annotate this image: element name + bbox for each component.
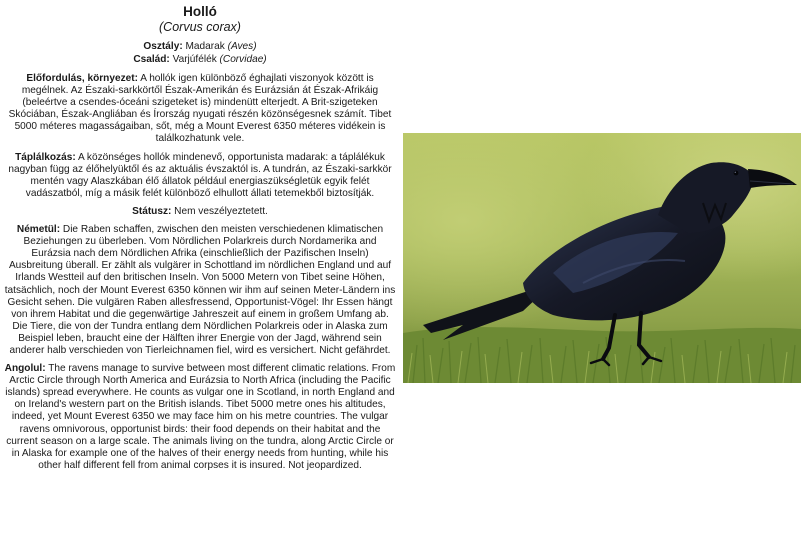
family-latin: (Corvidae)	[219, 53, 267, 65]
english-text: The ravens manage to survive between most different climatic relations. From Arctic Circle through North America and Eurázsia to North Africa (including the Pacific islands) spread everywhere. He counts as vulgar one in Scotland, in north England and on Ireland's western part on the British islands. Tibet 5000 metre ones his altitudes, indeed, yet Mount Everest 6350 we may face him on his metre countries. The vulgar ravens omnivorous, opportunist birds: their food depends on their habitat and the current season on a large scale. The animals living on the tundra, along Arctic Circle or in Alaska for example one of the halves of their energy needs from hunting, while his other half different fell from animal corpses it is insured. Not jeopardized.	[5, 363, 396, 471]
family-value: Varjúfélék	[169, 53, 220, 65]
species-description	[4, 4, 396, 478]
status-label: Státusz:	[132, 205, 172, 217]
diet-label: Táplálkozás:	[15, 151, 76, 163]
diet-paragraph	[4, 152, 396, 200]
diet-text: A közönséges hollók mindenevő, opportunista madarak: a táplálékuk nagyban függ az élőhelyüktől és az aktuális évszaktól is. A tundrán, az Északi-sarkkör mentén vagy Alaszkában élő állatok például energiaszükségletük egyik felét vadászatból, míg a másik felét különböző elhullott állati tetemekből biztosítják.	[8, 151, 392, 199]
occurrence-text: A hollók igen különböző éghajlati viszonyok között is megélnek. Az Északi-sarkkörtől Észak-Amerikán és Eurázsián át Észak-Afrikáig (beleértve a csendes-óceáni szigeteket is) mindenütt elterjedt. A Brit-szigeteken Skóciában, Észak-Angliában és Írország nyugati részén közönségesnek számít. Tibet 5000 méteres magasságaiban, sőt, még a Mount Everest 6350 méteres vidékein is találkozhatunk vele.	[8, 73, 392, 145]
status-text: Nem veszélyeztetett.	[171, 205, 268, 217]
status-paragraph	[4, 206, 396, 218]
class-value: Madarak	[182, 41, 228, 52]
english-label: Angolul:	[4, 363, 46, 375]
german-label: Németül:	[16, 224, 61, 236]
german-paragraph	[4, 224, 396, 357]
german-text: Die Raben schaffen, zwischen den meisten verschiedenen klimatischen Beziehungen zu überleben. Vom Nördlichen Polarkreis durch Nordamerika and Eurázsia nach dem Nördlichen Afrika (einschließlich der Pazifischen Inseln) Ausbreitung überall. Er zählt als vulgärer in Schottland im nördlichen England und auf Irlands Westteil auf den britischen Inseln. Von 5000 Metern von Tibet seine Höhen, tatsächlich, noch der Mount Everest 6350 können wir ihm auf seinen Meter-Ländern ins Gesicht sehen. Die vulgären Raben allesfressend, Opportunist-Vögel: Ihr Essen hängt von ihrem Habitat und die gegenwärtige Jahreszeit auf einem in großem Umfang ab. Die Tiere, die von der Tundra entlang dem Nördlichen Polarkreis oder in Alaska zum Beispiel leben, braucht eine der Hälften ihrer Energie von der Jagd, während sein anderer halb verschieden von Tierleichnamen fiel, wird es versichert. Nicht gefährdet.	[4, 224, 396, 356]
family-line	[4, 54, 396, 67]
class-latin: (Aves)	[227, 41, 257, 52]
english-paragraph	[4, 363, 396, 472]
scientific-name: (Corvus corax)	[159, 20, 241, 34]
page-title: Holló	[183, 4, 217, 19]
family-label: Család:	[133, 53, 170, 65]
occurrence-label: Előfordulás, környezet:	[26, 73, 138, 84]
raven-photo	[403, 133, 801, 383]
class-line	[4, 41, 396, 54]
occurrence-paragraph	[4, 73, 396, 146]
class-label: Osztály:	[143, 41, 183, 52]
